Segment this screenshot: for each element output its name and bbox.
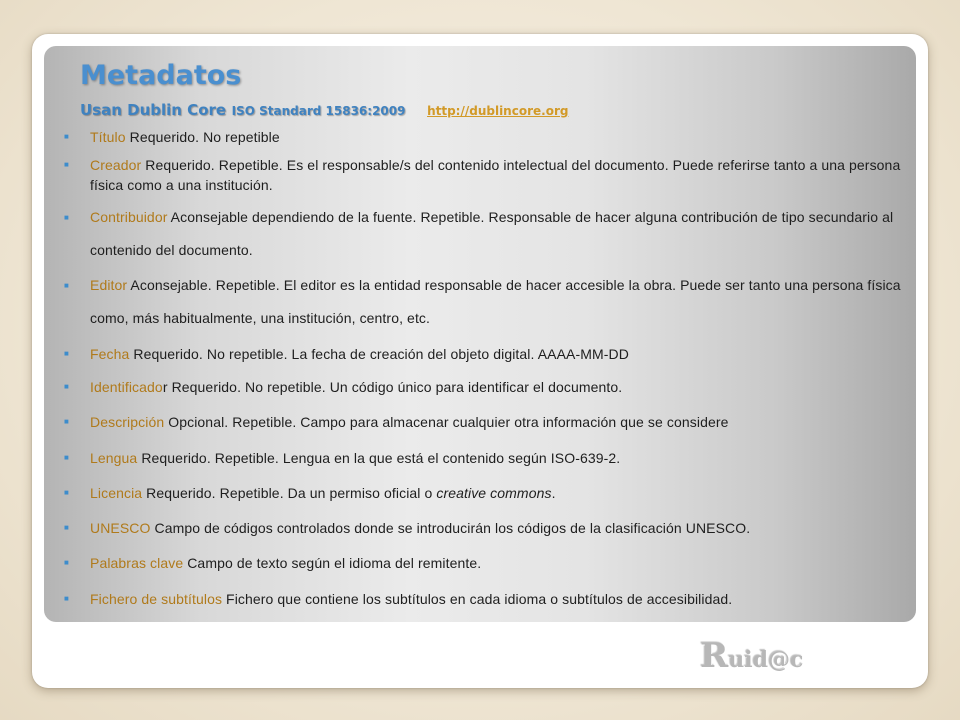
bullet-icon: ■	[64, 132, 69, 141]
slide-subtitle	[80, 100, 568, 119]
list-item-fecha	[64, 344, 904, 364]
item-after: .	[551, 485, 556, 501]
item-term: Palabras clave	[90, 555, 184, 571]
item-text: Fichero que contiene los subtítulos en cada idioma o subtítulos de accesibilidad.	[222, 591, 733, 607]
item-text: Campo de texto según el idioma del remitente.	[183, 555, 482, 571]
bullet-icon: ■	[64, 417, 69, 426]
item-term: Creador	[90, 157, 142, 173]
subtitle-standard: ISO Standard 15836:2009	[231, 104, 406, 118]
item-term: UNESCO	[90, 520, 151, 536]
item-text: Requerido. No repetible. Un código único para identificar el documento.	[167, 379, 623, 395]
subtitle-main: Usan Dublin Core	[80, 101, 227, 119]
list-item-fichero-subtitulos	[64, 589, 904, 609]
list-item-contribuidor	[64, 201, 904, 267]
dublincore-link[interactable]: http://dublincore.org	[427, 104, 569, 118]
bullet-icon: ■	[64, 594, 69, 603]
item-text: Requerido. Repetible. Lengua en la que está el contenido según ISO-639-2.	[137, 450, 621, 466]
list-item-lengua	[64, 448, 904, 468]
item-text: Campo de códigos controlados donde se introducirán los códigos de la clasificación UNESCO.	[150, 520, 751, 536]
item-term: Fecha	[90, 346, 130, 362]
item-text: Requerido. No repetible. La fecha de creación del objeto digital. AAAA-MM-DD	[129, 346, 629, 362]
bullet-icon: ■	[64, 488, 69, 497]
item-term: Licencia	[90, 485, 143, 501]
bullet-icon: ■	[64, 382, 69, 391]
item-term: Título	[90, 129, 126, 145]
item-term: Contribuidor	[90, 209, 168, 225]
item-term: Identificado	[90, 379, 163, 395]
item-text: Requerido. No repetible	[125, 129, 280, 145]
item-text: Aconsejable dependiendo de la fuente. Repetible. Responsable de hacer alguna contribución de tipo secundario al contenido del documento.	[90, 209, 894, 258]
list-item-editor	[64, 269, 904, 335]
bullet-icon: ■	[64, 558, 69, 567]
list-item-creador	[64, 155, 904, 195]
item-term: Fichero de subtítulos	[90, 591, 223, 607]
slide-title: Metadatos	[80, 60, 242, 91]
item-text: Requerido. Repetible. Es el responsable/s del contenido intelectual del documento. Puede referirse tanto a una persona física como a una institución.	[90, 157, 901, 193]
item-italic: creative commons	[436, 485, 552, 501]
bullet-icon: ■	[64, 349, 69, 358]
logo-initial: R	[700, 636, 729, 676]
item-term-rest: r	[162, 379, 168, 395]
bullet-icon: ■	[64, 453, 69, 462]
bullet-icon: ■	[64, 281, 69, 290]
item-text: Opcional. Repetible. Campo para almacenar cualquier otra información que se considere	[164, 414, 729, 430]
list-item-titulo	[64, 127, 904, 147]
item-term: Descripción	[90, 414, 165, 430]
bullet-icon: ■	[64, 523, 69, 532]
bullet-icon: ■	[64, 213, 69, 222]
list-item-descripcion	[64, 412, 904, 432]
bullet-icon: ■	[64, 160, 69, 169]
item-text: Requerido. Repetible. Da un permiso oficial o	[142, 485, 437, 501]
list-item-palabras-clave	[64, 553, 904, 573]
list-item-identificador	[64, 377, 904, 397]
list-item-licencia	[64, 483, 904, 503]
list-item-unesco	[64, 518, 904, 538]
logo-rest: uid@c	[728, 647, 804, 673]
item-term: Editor	[90, 277, 128, 293]
item-text: Aconsejable. Repetible. El editor es la entidad responsable de hacer accesible la obra. Puede ser tanto una persona física como, más habitualmente, una institución, centro, etc.	[90, 277, 901, 326]
item-term: Lengua	[90, 450, 138, 466]
ruidac-logo	[700, 636, 803, 676]
